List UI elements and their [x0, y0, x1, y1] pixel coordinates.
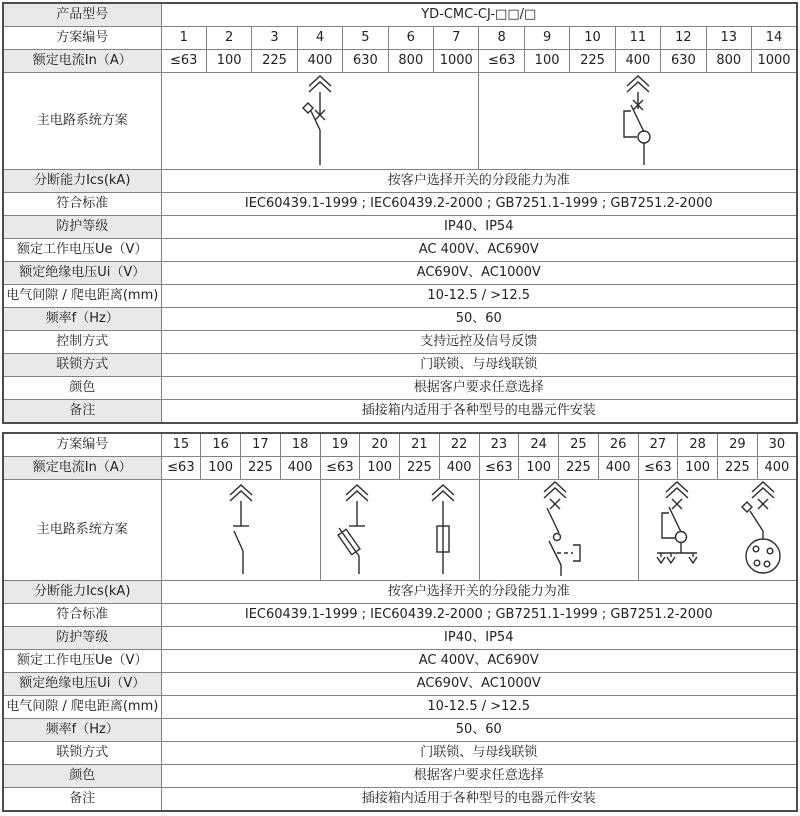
spec-value: AC 400V、AC690V	[161, 650, 797, 673]
fuse-switch-icon	[325, 482, 389, 578]
spec-value: IEC60439.1-1999 ; IEC60439.2-2000 ; GB7251.1-1999 ; GB7251.2-2000	[161, 604, 797, 627]
scheme-number-cell: 19	[320, 433, 360, 457]
spec-label: 分断能力Ics(kA)	[3, 170, 161, 193]
spec-row	[3, 216, 797, 239]
spec-label: 分断能力Ics(kA)	[3, 581, 161, 604]
disconnect-switch-icon	[209, 482, 273, 578]
circuit-cell-schemes-19-22	[320, 480, 479, 581]
rated-current-cell: 225	[241, 457, 281, 480]
spec-value: IP40、IP54	[161, 627, 797, 650]
scheme-number-cell: 12	[661, 27, 706, 50]
scheme-number-cell: 14	[751, 27, 797, 50]
spec-value: 门联锁、与母线联锁	[161, 742, 797, 765]
rated-current-label: 额定电流In（A）	[3, 50, 161, 73]
rated-current-cell: 225	[400, 457, 440, 480]
circuit-diagram-label: 主电路系统方案	[3, 73, 161, 170]
scheme-number-label: 方案编号	[3, 27, 161, 50]
spec-label: 符合标准	[3, 604, 161, 627]
spec-label: 控制方式	[3, 331, 161, 354]
spec-value: 按客户选择开关的分段能力为准	[161, 581, 797, 604]
scheme-number-cell: 6	[388, 27, 433, 50]
scheme-number-cell: 28	[678, 433, 718, 457]
rated-current-row	[3, 457, 797, 480]
scheme-number-cell: 2	[206, 27, 251, 50]
spec-row	[3, 696, 797, 719]
scheme-number-cell: 11	[615, 27, 660, 50]
spec-row	[3, 170, 797, 193]
rated-current-cell: 630	[661, 50, 706, 73]
spec-row	[3, 400, 797, 424]
scheme-number-row	[3, 27, 797, 50]
spec-row	[3, 650, 797, 673]
spec-label: 符合标准	[3, 193, 161, 216]
scheme-number-cell: 4	[297, 27, 342, 50]
rated-current-cell: 400	[757, 457, 797, 480]
rated-current-cell: ≤63	[161, 50, 206, 73]
scheme-number-row	[3, 433, 797, 457]
breaker-contactor-release-icon	[523, 480, 595, 580]
spec-label: 额定绝缘电压Ui（V）	[3, 673, 161, 696]
scheme-number-cell: 17	[241, 433, 281, 457]
scheme-number-cell: 27	[638, 433, 678, 457]
spec-label: 颜色	[3, 377, 161, 400]
fuse-icon	[411, 482, 475, 578]
rated-current-cell: ≤63	[479, 457, 519, 480]
scheme-number-cell: 15	[161, 433, 201, 457]
withdrawable-breaker-fuse-circle-icon	[606, 73, 670, 169]
spec-row	[3, 262, 797, 285]
withdrawable-breaker-icon	[288, 73, 352, 169]
spec-label: 联锁方式	[3, 354, 161, 377]
circuit-cell-schemes-15-18	[161, 480, 320, 581]
rated-current-cell: 225	[570, 50, 615, 73]
spec-label: 备注	[3, 788, 161, 812]
product-model-value: YD-CMC-CJ-□□/□	[161, 3, 797, 27]
spec-row	[3, 673, 797, 696]
table-divider-gap	[2, 424, 798, 432]
spec-label: 额定工作电压Ue（V）	[3, 239, 161, 262]
spec-value: AC690V、AC1000V	[161, 262, 797, 285]
spec-value: 按客户选择开关的分段能力为准	[161, 170, 797, 193]
scheme-number-cell: 24	[519, 433, 559, 457]
rated-current-cell: 400	[598, 457, 638, 480]
rated-current-cell: 100	[206, 50, 251, 73]
spec-label: 频率f（Hz）	[3, 308, 161, 331]
scheme-number-cell: 7	[434, 27, 479, 50]
spec-row	[3, 719, 797, 742]
spec-value: 插接箱内适用于各种型号的电器元件安装	[161, 400, 797, 424]
spec-label: 颜色	[3, 765, 161, 788]
rated-current-label: 额定电流In（A）	[3, 457, 161, 480]
circuit-cell-schemes-27-30	[638, 480, 797, 581]
spec-label: 防护等级	[3, 216, 161, 239]
product-model-row	[3, 3, 797, 27]
scheme-number-cell: 3	[252, 27, 297, 50]
spec-row	[3, 627, 797, 650]
spec-label: 频率f（Hz）	[3, 719, 161, 742]
spec-row	[3, 331, 797, 354]
spec-table-2	[2, 432, 798, 812]
rated-current-cell: ≤63	[479, 50, 524, 73]
spec-value: AC 400V、AC690V	[161, 239, 797, 262]
rated-current-cell: 400	[439, 457, 479, 480]
spec-row	[3, 308, 797, 331]
scheme-number-cell: 23	[479, 433, 519, 457]
rated-current-cell: 225	[559, 457, 599, 480]
scheme-number-cell: 5	[343, 27, 388, 50]
product-model-label: 产品型号	[3, 3, 161, 27]
scheme-number-cell: 20	[360, 433, 400, 457]
scheme-number-cell: 1	[161, 27, 206, 50]
rated-current-cell: 1000	[434, 50, 479, 73]
rated-current-cell: ≤63	[161, 457, 201, 480]
rated-current-cell: 100	[678, 457, 718, 480]
spec-label: 额定工作电压Ue（V）	[3, 650, 161, 673]
scheme-number-cell: 29	[718, 433, 758, 457]
scheme-number-cell: 8	[479, 27, 524, 50]
spec-value: 根据客户要求任意选择	[161, 377, 797, 400]
spec-label: 电气间隙 / 爬电距离(mm)	[3, 285, 161, 308]
scheme-number-cell: 16	[201, 433, 241, 457]
spec-label: 额定绝缘电压Ui（V）	[3, 262, 161, 285]
spec-value: IEC60439.1-1999 ; IEC60439.2-2000 ; GB7251.1-1999 ; GB7251.2-2000	[161, 193, 797, 216]
spec-row	[3, 377, 797, 400]
rated-current-cell: 100	[201, 457, 241, 480]
rated-current-row	[3, 50, 797, 73]
rated-current-cell: 100	[519, 457, 559, 480]
scheme-number-cell: 10	[570, 27, 615, 50]
circuit-diagram-row	[3, 73, 797, 170]
breaker-socket-outlet-icon	[729, 480, 793, 580]
spec-value: 50、60	[161, 719, 797, 742]
spec-value: 根据客户要求任意选择	[161, 765, 797, 788]
spec-row	[3, 239, 797, 262]
spec-row	[3, 788, 797, 812]
rated-current-cell: 225	[718, 457, 758, 480]
circuit-cell-schemes-8-14	[479, 73, 797, 170]
spec-value: 门联锁、与母线联锁	[161, 354, 797, 377]
breaker-fuse-feeder-icon	[641, 480, 713, 580]
spec-value: 10-12.5 / >12.5	[161, 696, 797, 719]
spec-label: 备注	[3, 400, 161, 424]
rated-current-cell: 400	[615, 50, 660, 73]
circuit-diagram-row	[3, 480, 797, 581]
spec-row	[3, 604, 797, 627]
spec-value: AC690V、AC1000V	[161, 673, 797, 696]
scheme-number-cell: 13	[706, 27, 751, 50]
spec-table-1	[2, 2, 798, 424]
scheme-number-cell: 21	[400, 433, 440, 457]
scheme-number-cell: 26	[598, 433, 638, 457]
rated-current-cell: 630	[343, 50, 388, 73]
rated-current-cell: 100	[360, 457, 400, 480]
spec-row	[3, 285, 797, 308]
rated-current-cell: 400	[297, 50, 342, 73]
spec-row	[3, 354, 797, 377]
rated-current-cell: ≤63	[320, 457, 360, 480]
circuit-cell-schemes-23-26	[479, 480, 638, 581]
spec-row	[3, 581, 797, 604]
rated-current-cell: 1000	[751, 50, 797, 73]
rated-current-cell: 225	[252, 50, 297, 73]
scheme-number-cell: 25	[559, 433, 599, 457]
spec-label: 电气间隙 / 爬电距离(mm)	[3, 696, 161, 719]
spec-row	[3, 193, 797, 216]
rated-current-cell: 800	[388, 50, 433, 73]
rated-current-cell: 100	[524, 50, 569, 73]
spec-label: 联锁方式	[3, 742, 161, 765]
rated-current-cell: 800	[706, 50, 751, 73]
spec-row	[3, 765, 797, 788]
scheme-number-label: 方案编号	[3, 433, 161, 457]
rated-current-cell: 400	[280, 457, 320, 480]
spec-value: 50、60	[161, 308, 797, 331]
spec-row	[3, 742, 797, 765]
scheme-number-cell: 30	[757, 433, 797, 457]
scheme-number-cell: 18	[280, 433, 320, 457]
scheme-number-cell: 9	[524, 27, 569, 50]
spec-label: 防护等级	[3, 627, 161, 650]
spec-value: IP40、IP54	[161, 216, 797, 239]
spec-value: 插接箱内适用于各种型号的电器元件安装	[161, 788, 797, 812]
scheme-number-cell: 22	[439, 433, 479, 457]
circuit-diagram-label: 主电路系统方案	[3, 480, 161, 581]
circuit-cell-schemes-1-7	[161, 73, 479, 170]
spec-value: 支持远控及信号反馈	[161, 331, 797, 354]
rated-current-cell: ≤63	[638, 457, 678, 480]
spec-value: 10-12.5 / >12.5	[161, 285, 797, 308]
